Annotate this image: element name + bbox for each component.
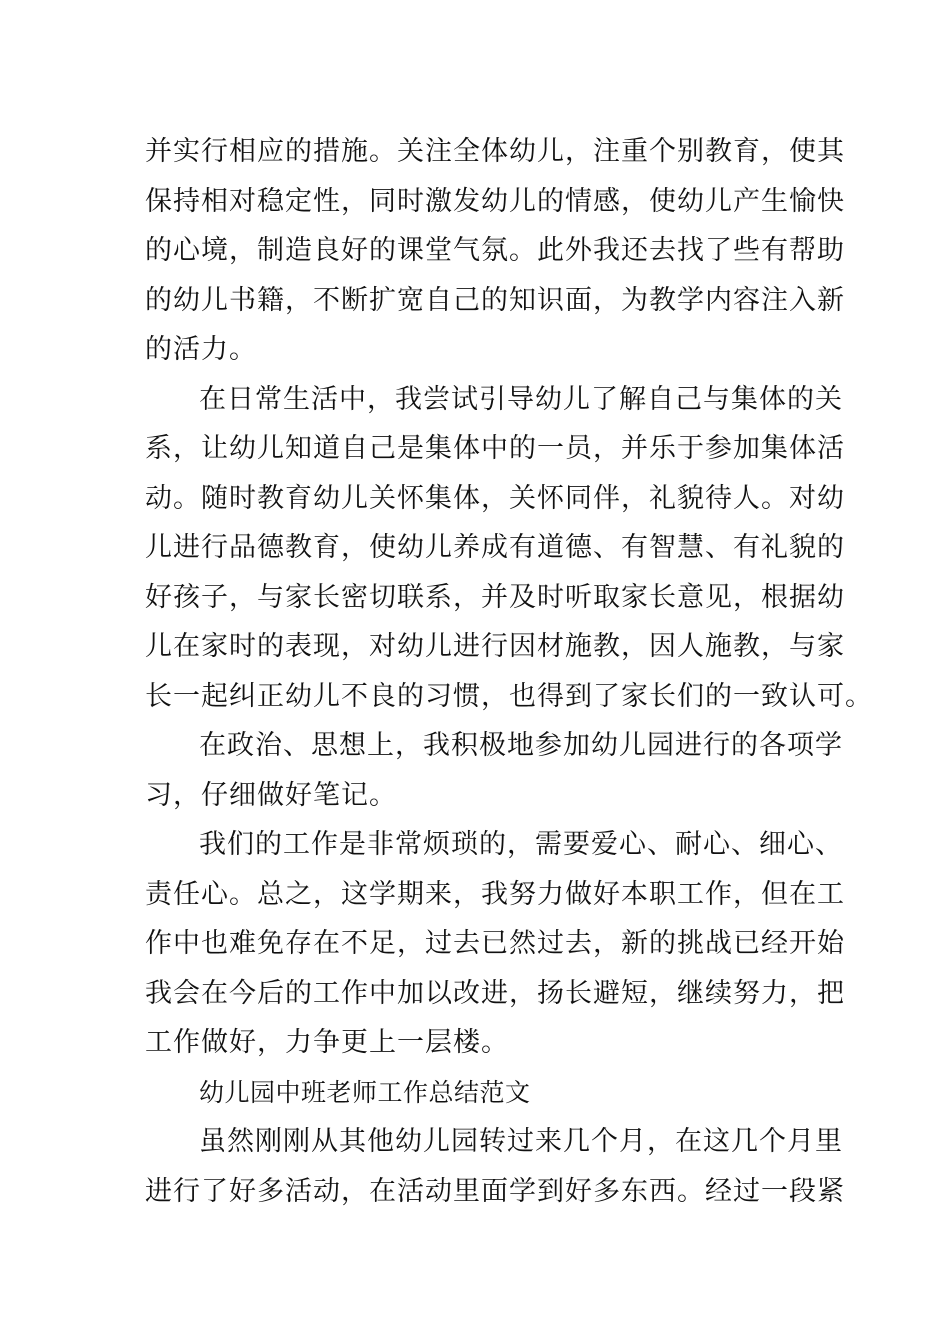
text-line: 工作做好，力争更上一层楼。 (145, 1027, 509, 1058)
text-line: 动。随时教育幼儿关怀集体，关怀同伴，礼貌待人。对幼 (145, 482, 845, 514)
text-line: 保持相对稳定性，同时激发幼儿的情感，使幼儿产生愉快 (145, 185, 845, 217)
paragraph-first-line: 虽然刚刚从其他幼儿园转过来几个月，在这几个月里 (199, 1126, 843, 1157)
text-line: 儿进行品德教育，使幼儿养成有道德、有智慧、有礼貌的 (145, 532, 845, 563)
text-line: 的心境，制造良好的课堂气氛。此外我还去找了些有帮助 (145, 235, 845, 266)
text-line: 长一起纠正幼儿不良的习惯，也得到了家长们的一致认可。 (145, 680, 873, 712)
text-line: 我会在今后的工作中加以改进，扬长避短，继续努力，把 (145, 977, 845, 1009)
text-line: 作中也难免存在不足，过去已然过去，新的挑战已经开始 (145, 928, 845, 959)
text-line: 进行了好多活动，在活动里面学到好多东西。经过一段紧 (145, 1175, 845, 1207)
text-line: 习，仔细做好笔记。 (145, 779, 397, 811)
text-line: 的幼儿书籍，不断扩宽自己的知识面，为教学内容注入新 (145, 284, 845, 316)
paragraph-first-line: 在日常生活中，我尝试引导幼儿了解自己与集体的关 (199, 383, 843, 415)
paragraph-first-line: 在政治、思想上，我积极地参加幼儿园进行的各项学 (199, 730, 843, 761)
text-line: 责任心。总之，这学期来，我努力做好本职工作，但在工 (145, 878, 845, 910)
text-line: 系，让幼儿知道自己是集体中的一员，并乐于参加集体活 (145, 433, 845, 464)
text-line: 好孩子，与家长密切联系，并及时听取家长意见，根据幼 (145, 581, 845, 613)
section-heading: 幼儿园中班老师工作总结范文 (199, 1077, 531, 1107)
text-line: 的活力。 (145, 334, 257, 365)
text-line: 并实行相应的措施。关注全体幼儿，注重个别教育，使其 (145, 136, 845, 167)
paragraph-first-line: 我们的工作是非常烦琐的，需要爱心、耐心、细心、 (199, 829, 843, 860)
document-body (145, 127, 873, 1216)
text-line: 儿在家时的表现，对幼儿进行因材施教，因人施教，与家 (145, 631, 845, 662)
